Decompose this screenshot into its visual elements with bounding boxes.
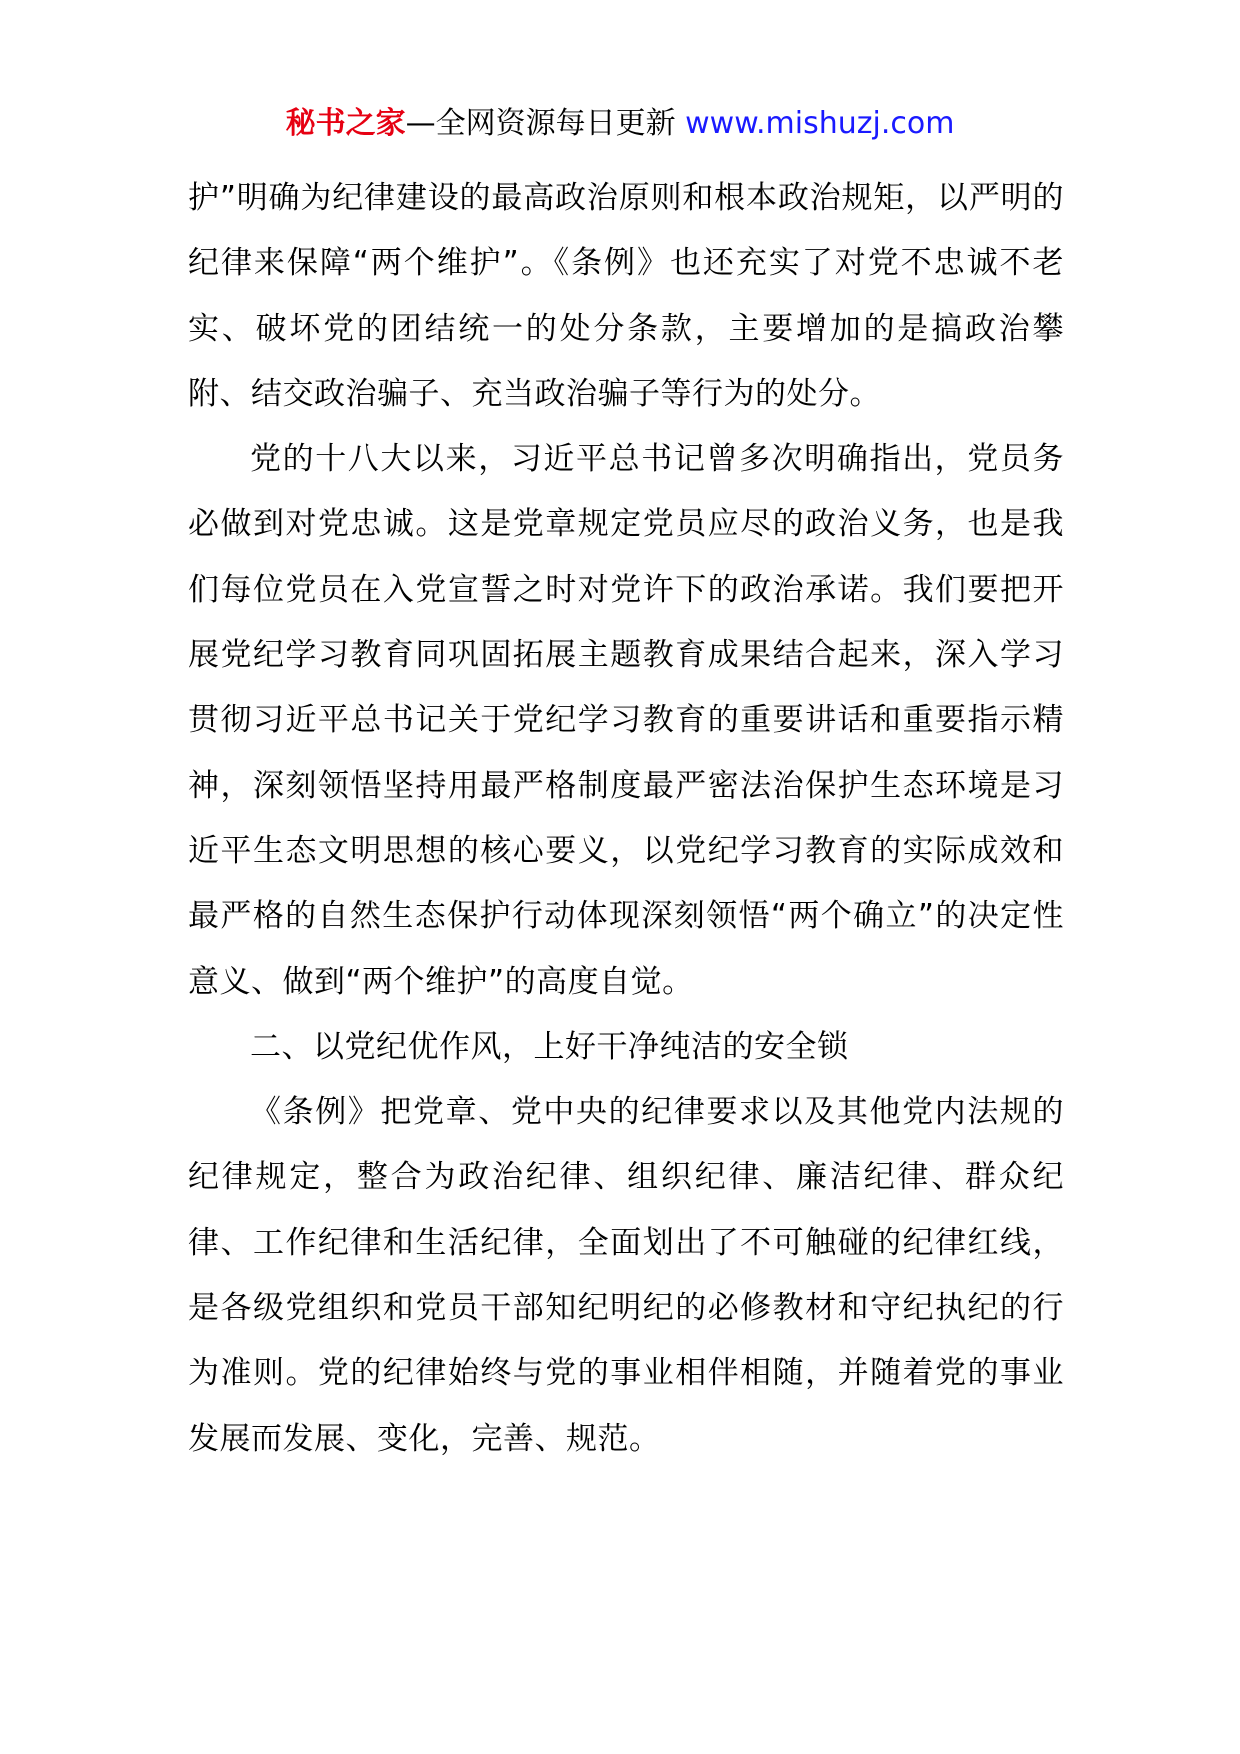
paragraph-continuation: 护”明确为纪律建设的最高政治原则和根本政治规矩，以严明的纪律来保障“两个维护”。《条例》也还充实了对党不忠诚不老实、破坏党的团结统一的处分条款，主要增加的是搞政治攀附、结交政治骗子、充当政治骗子等行为的处分。 (188, 180, 1064, 412)
site-url-link[interactable]: www.mishuzj.com (685, 106, 955, 141)
paragraph-loyalty: 党的十八大以来，习近平总书记曾多次明确指出，党员务必做到对党忠诚。这是党章规定党员应尽的政治义务，也是我们每位党员在入党宣誓之时对党许下的政治承诺。我们要把开展党纪学习教育同巩固拓展主题教育成果结合起来，深入学习贯彻习近平总书记关于党纪学习教育的重要讲话和重要指示精神，深刻领悟坚持用最严格制度最严密法治保护生态环境是习近平生态文明思想的核心要义，以党纪学习教育的实际成效和最严格的自然生态保护行动体现深刻领悟“两个确立”的决定性意义、做到“两个维护”的高度自觉。 (188, 441, 1064, 1000)
paragraph-regulations: 《条例》把党章、党中央的纪律要求以及其他党内法规的纪律规定，整合为政治纪律、组织纪律、廉洁纪律、群众纪律、工作纪律和生活纪律，全面划出了不可触碰的纪律红线，是各级党组织和党员干部知纪明纪的必修教材和守纪执纪的行为准则。党的纪律始终与党的事业相伴相随，并随着党的事业发展而发展、变化，完善、规范。 (188, 1094, 1064, 1457)
brand-name: 秘书之家 (285, 106, 406, 141)
section-heading: 二、以党纪优作风，上好干净纯洁的安全锁 (250, 1028, 849, 1065)
document-body (188, 166, 1064, 1472)
page-header (0, 100, 1240, 148)
header-tagline: —全网资源每日更新 (405, 106, 686, 141)
